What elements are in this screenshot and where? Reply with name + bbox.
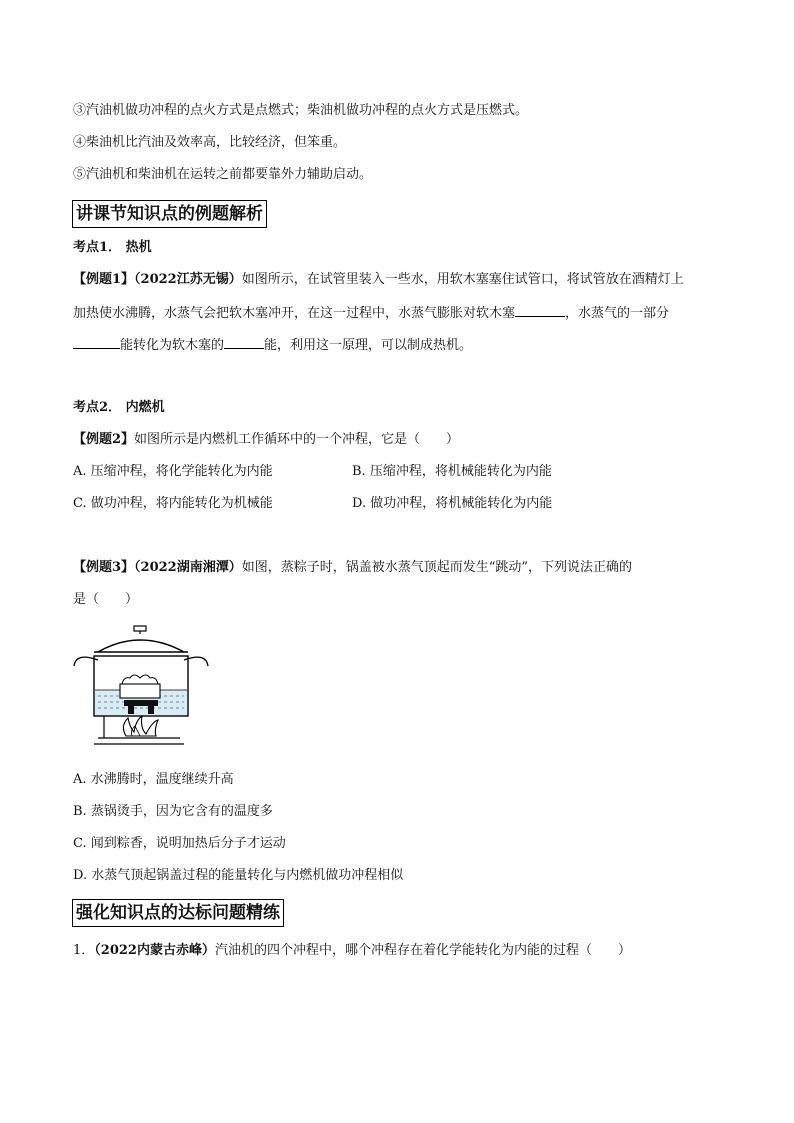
example-2-option-c: C. 做功冲程，将内能转化为机械能 xyxy=(73,496,273,511)
example-3-option-d: D. 水蒸气顶起锅盖过程的能量转化与内燃机做功冲程相似 xyxy=(73,868,404,883)
example-3-source: （2022湖南湘潭） xyxy=(134,560,242,575)
answer-blank-1[interactable] xyxy=(515,304,565,317)
point-3: ③汽油机做功冲程的点火方式是点燃式；柴油机做功冲程的点火方式是压燃式。 xyxy=(73,103,529,118)
example-2-option-a: A. 压缩冲程，将化学能转化为内能 xyxy=(73,464,273,479)
steamer-pot-illustration xyxy=(68,622,218,750)
example-3-tag: 【例题3】 xyxy=(73,560,135,575)
example-2-option-b: B. 压缩冲程，将机械能转化为内能 xyxy=(352,464,552,479)
example-1-line-3: 能转化为软木塞的 能，利用这一原理，可以制成热机。 xyxy=(73,336,472,354)
point-4: ④柴油机比汽油及效率高，比较经济，但笨重。 xyxy=(73,135,347,150)
point-5: ⑤汽油机和柴油机在运转之前都要靠外力辅助启动。 xyxy=(73,167,373,182)
topic-2-heading: 考点2． 内燃机 xyxy=(73,400,165,415)
topic-1-heading: 考点1． 热机 xyxy=(73,240,152,255)
example-1-source: （2022江苏无锡） xyxy=(134,272,242,287)
example-2-tag: 【例题2】 xyxy=(73,432,135,447)
example-2-question: 【例题2】如图所示是内燃机工作循环中的一个冲程，它是（ ） xyxy=(73,432,460,447)
answer-blank-2[interactable] xyxy=(73,336,120,349)
example-3-line-1: 【例题3】（2022湖南湘潭）如图，蒸粽子时，锅盖被水蒸气顶起而发生“跳动”，下列说法正确的 xyxy=(73,560,633,575)
example-3-option-c: C. 闻到粽香，说明加热后分子才运动 xyxy=(73,836,286,851)
practice-question-1-source: （2022内蒙古赤峰） xyxy=(94,943,215,958)
example-1-line-2: 加热使水沸腾，水蒸气会把软木塞冲开，在这一过程中，水蒸气膨胀对软木塞 ，水蒸气的一部分 xyxy=(73,306,670,321)
answer-blank-3[interactable] xyxy=(224,336,264,349)
section-heading-examples: 讲课节知识点的例题解析 xyxy=(72,200,267,228)
example-2-option-d: D. 做功冲程，将机械能转化为内能 xyxy=(352,496,553,511)
example-3-line-2: 是（ ） xyxy=(73,592,139,607)
practice-question-1: 1．（2022内蒙古赤峰）汽油机的四个冲程中，哪个冲程存在着化学能转化为内能的过程（ ） xyxy=(73,943,631,958)
example-1-tag: 【例题1】 xyxy=(73,272,135,287)
section-heading-practice: 强化知识点的达标问题精练 xyxy=(72,899,284,927)
example-1-line-1: 【例题1】（2022江苏无锡）如图所示，在试管里装入一些水，用软木塞塞住试管口，将试管放在酒精灯上 xyxy=(73,272,684,287)
example-3-option-a: A. 水沸腾时，温度继续升高 xyxy=(73,772,234,787)
example-3-option-b: B. 蒸锅烫手，因为它含有的温度多 xyxy=(73,804,273,819)
